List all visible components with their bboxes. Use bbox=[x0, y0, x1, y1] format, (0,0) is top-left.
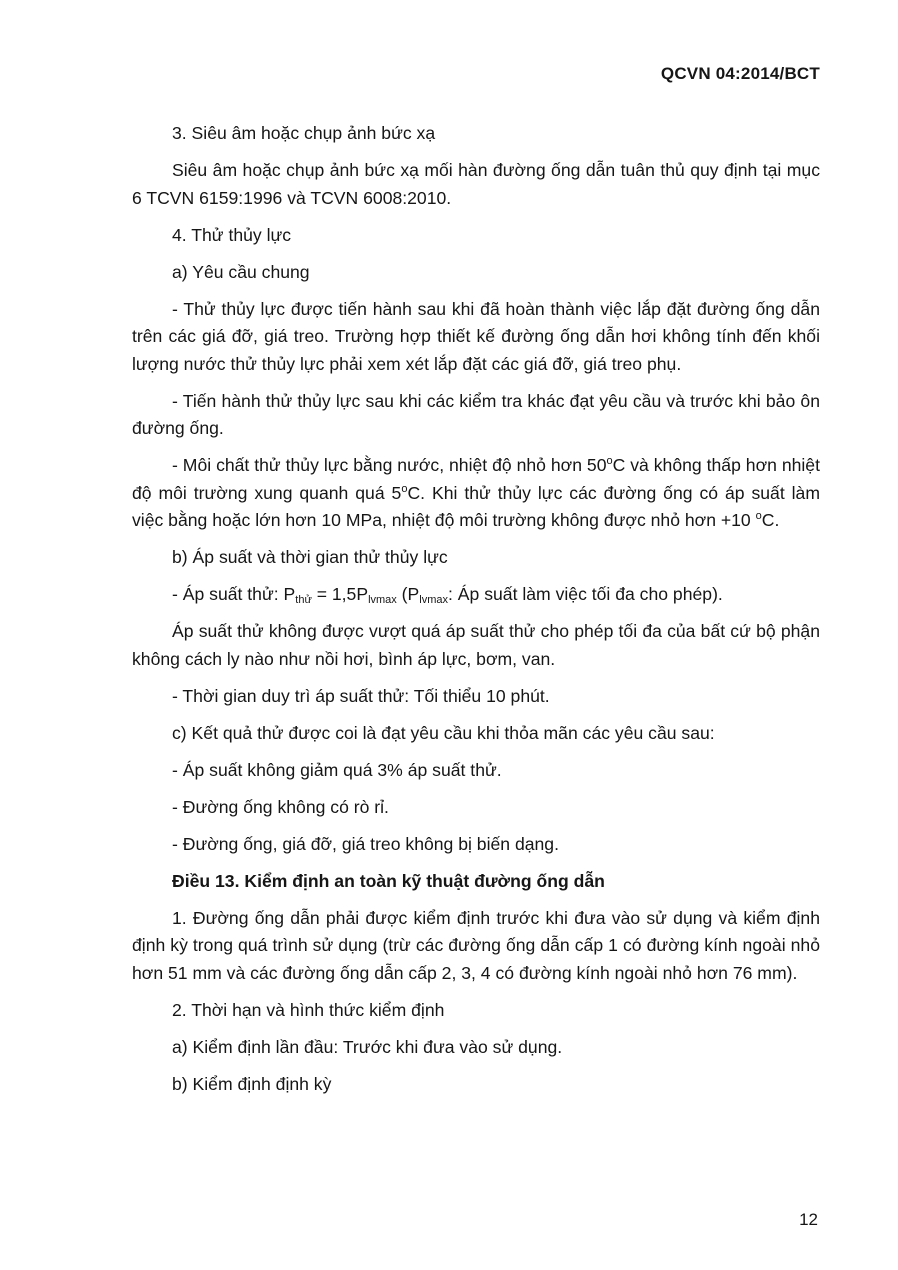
paragraph-pressure-limit: Áp suất thử không được vượt quá áp suất thử cho phép tối đa của bất cứ bộ phận không cách ly nào như nồi hơi, bình áp lực, bơm, van. bbox=[132, 621, 820, 669]
criterion-pressure-drop: - Áp suất không giảm quá 3% áp suất thử. bbox=[172, 759, 502, 780]
paragraph-ultrasonic: Siêu âm hoặc chụp ảnh bức xạ mối hàn đường ống dẫn tuân thủ quy định tại mục 6 TCVN 6159:1996 và TCVN 6008:2010. bbox=[132, 160, 820, 208]
paragraph-test-medium: - Môi chất thử thủy lực bằng nước, nhiệt độ nhỏ hơn 50$^o$C và không thấp hơn nhiệt độ môi trường xung quanh quá 5$^o$C. Khi thử thủy lực các đường ống có áp suất làm việc bằng hoặc lớn hơn 10 MPa, nhiệt độ môi trường không được nhỏ hơn +10 $^o$C. bbox=[132, 455, 820, 530]
paragraph-hydro-test-order: - Tiến hành thử thủy lực sau khi các kiểm tra khác đạt yêu cầu và trước khi bảo ôn đường ống. bbox=[132, 390, 820, 438]
document-body bbox=[132, 120, 820, 1108]
item-3-heading: 3. Siêu âm hoặc chụp ảnh bức xạ bbox=[172, 123, 436, 143]
criterion-no-deformation: - Đường ống, giá đỡ, giá treo không bị biến dạng. bbox=[172, 833, 559, 854]
paragraph-periodic-inspection: b) Kiểm định định kỳ bbox=[172, 1073, 332, 1094]
paragraph-inspection-requirement: 1. Đường ống dẫn phải được kiểm định trước khi đưa vào sử dụng và kiểm định định kỳ trong quá trình sử dụng (trừ các đường ống dẫn cấp 1 có đường kính ngoài nhỏ hơn 51 mm và các đường ống dẫn cấp 2, 3, 4 có đường kính ngoài nhỏ hơn 76 mm). bbox=[132, 907, 820, 983]
item-4-heading: 4. Thử thủy lực bbox=[172, 224, 292, 245]
paragraph-first-inspection: a) Kiểm định lần đầu: Trước khi đưa vào sử dụng. bbox=[172, 1036, 563, 1057]
page-number: 12 bbox=[799, 1210, 818, 1229]
paragraph-hold-time: - Thời gian duy trì áp suất thử: Tối thiểu 10 phút. bbox=[172, 685, 550, 706]
paragraph-hydro-test-timing: - Thử thủy lực được tiến hành sau khi đã hoàn thành việc lắp đặt đường ống dẫn trên các giá đỡ, giá treo. Trường hợp thiết kế đường ống dẫn hơi không tính đến khối lượng nước thử thủy lực phải xem xét lắp đặt các giá đỡ, giá treo phụ. bbox=[132, 298, 820, 374]
criterion-no-leak: - Đường ống không có rò rỉ. bbox=[172, 796, 389, 817]
subitem-c-heading: c) Kết quả thử được coi là đạt yêu cầu khi thỏa mãn các yêu cầu sau: bbox=[172, 722, 715, 743]
item-2-heading: 2. Thời hạn và hình thức kiểm định bbox=[172, 999, 445, 1020]
subitem-a-heading: a) Yêu cầu chung bbox=[172, 261, 310, 282]
paragraph-test-pressure-formula: - Áp suất thử: $P_{thử} = 1,5P_{lvmax}$ ($P_{lvmax}$: Áp suất làm việc tối đa cho phép). bbox=[172, 584, 723, 606]
article-13-heading: Điều 13. Kiểm định an toàn kỹ thuật đường ống dẫn bbox=[172, 870, 605, 891]
document-code-header: QCVN 04:2014/BCT bbox=[660, 64, 820, 83]
subitem-b-heading: b) Áp suất và thời gian thử thủy lực bbox=[172, 547, 448, 567]
